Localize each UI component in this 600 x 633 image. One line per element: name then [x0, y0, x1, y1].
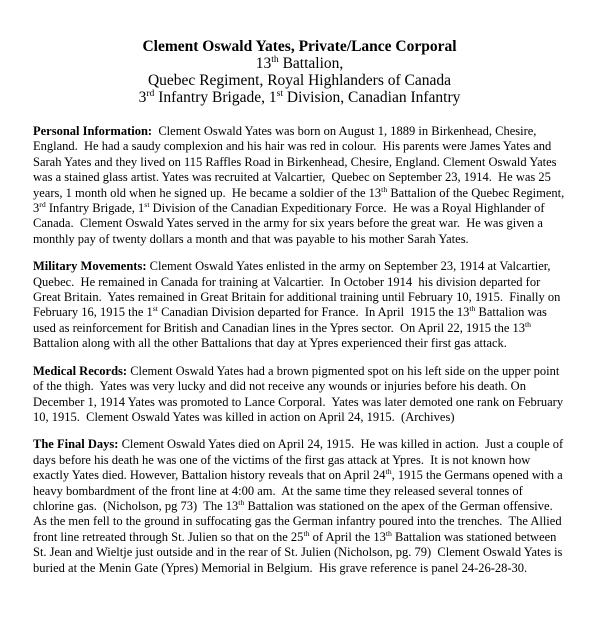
title-battalion: 13th Battalion, [255, 53, 344, 72]
section-medical-records [33, 364, 566, 426]
section-personal-information [33, 124, 566, 247]
section-heading-medical-records: Medical Records: [33, 363, 128, 378]
section-heading-personal-information: Personal Information: [33, 124, 153, 138]
section-text-military-movements: Clement Oswald Yates enlisted in the army on September 23, 1914 at Valcartier, Quebec. He remained in Canada for training at Valcartier. In October 1914 his division departed for Great Britain. Yates remained in Great Britain for additional training until February 10, 1915. Finally on February 16, 1915 the 1st Canadian Division departed for France. In April 1915 the 13th Battalion was used as reinforcement for British and Canadian lines in the Ypres sector. On April 22, 1915 the 13th Battalion along with all the other Battalions that day at Ypres experienced their first gas attack. [33, 259, 564, 351]
section-text-medical-records: Clement Oswald Yates had a brown pigmented spot on his left side on the upper point of the thigh. Yates was very lucky and did not receive any wounds or injuries before his death. On December 1, 1914 Yates was promoted to Lance Corporal. Yates was later demoted one rank on February 10, 1915. Clement Oswald Yates was killed in action on April 24, 1915. (Archives) [33, 363, 567, 424]
title-name-rank: Clement Oswald Yates, Private/Lance Corporal [142, 38, 457, 55]
section-final-days [33, 437, 566, 576]
document-title-block [33, 38, 566, 106]
section-military-movements [33, 259, 566, 351]
section-heading-final-days: The Final Days: [33, 437, 119, 452]
section-text-final-days: Clement Oswald Yates died on April 24, 1915. He was killed in action. Just a couple of days before his death he was one of the victims of the first gas attack at Ypres. It is not known how exactly Yates died. However, Battalion history reveals that on April 24th, 1915 the Germans opened with a heavy bombardment of the front line at 4:00 am. At the same time they released several tonnes of chlorine gas. (Nicholson, pg 73) The 13th Battalion was stationed on the apex of the German offensive. As the men fell to the ground in suffocating gas the German infantry poured into the trenches. The Allied front line retreated through St. Julien so that on the 25th of April the 13th Battalion was stationed between St. Jean and Wieltje just outside and in the rear of St. Julien (Nicholson, pg. 79) Clement Oswald Yates is buried at the Menin Gate (Ypres) Memorial in Belgium. His grave reference is panel 24-26-28-30. [33, 437, 567, 575]
section-text-personal-information: Clement Oswald Yates was born on August 1, 1889 in Birkenhead, Chesire, England. He had a saudy complexion and his hair was red in colour. His parents were James Yates and Sarah Yates and they lived on 115 Raffles Road in Birkenhead, Chesire, England. Clement Oswald Yates was a stained glass artist. Yates was recruited at Valcartier, Quebec on September 23, 1914. He was 25 years, 1 month old when he signed up. He became a soldier of the 13th Battalion of the Quebec Regiment, 3rd Infantry Brigade, 1st Division of the Canadian Expeditionary Force. He was a Royal Highlander of Canada. Clement Oswald Yates served in the army for six years before the great war. He was given a monthly pay of twenty dollars a month and that was payable to his mother Sarah Yates. [33, 124, 568, 246]
document-body [33, 124, 566, 576]
section-heading-military-movements: Military Movements: [33, 259, 147, 274]
title-regiment: Quebec Regiment, Royal Highlanders of Canada [147, 72, 452, 89]
title-brigade-division: 3rd Infantry Brigade, 1st Division, Canadian Infantry [138, 87, 461, 106]
